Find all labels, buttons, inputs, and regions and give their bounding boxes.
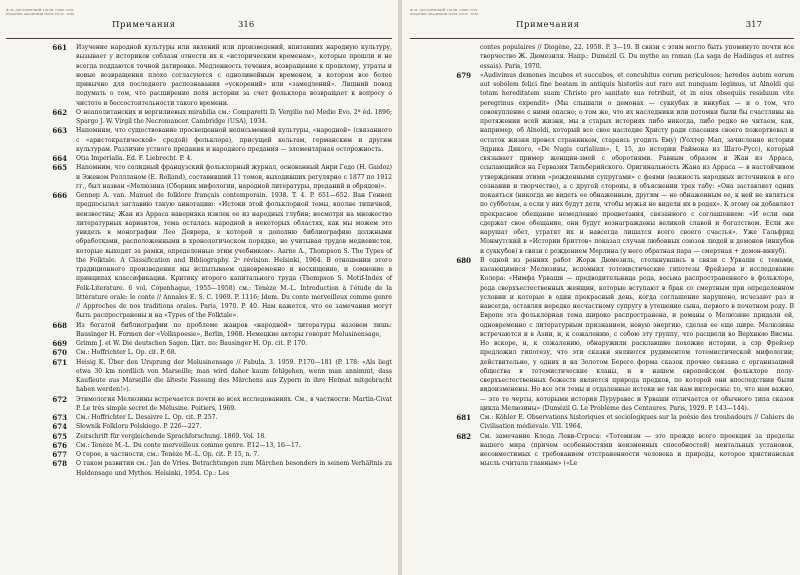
- note-text: «Audivimus demones incubos et succubos, et concubitus corum periculosos; heredes autem eorum aut sobolem felici fine beatam in antiquis historiis aut raro aut nunquam legimus, ut Alnoldi qui totam hereditatem suam Christo pro sanitate sua retribuit, et in eius obsequiis residuum vite peregrinus expendit» (Мы слышали о демонах — суккубах и инкубах — и о том, что совокупление с ними опасно; о том же, что их наследники или потомки были бы счастливы на протяжении всей жизни, мы в старых историях либо никогда, либо редко не читаем, как, например, об Alnoldi, который все свое наследие Христу ради спасения своего пожертвовал и остаток жизни провел странником, стараясь угодить Ему) (Уолтер Мап, зачисление истории Эдрика Дикого, «De Nugis curialium», I, 15, до истории Раймона из Шато-Русс), который связывает пример женщин-змей с оборотнями. Равным образом и Жан из Арраса, ссылающийся на Гервазия Тильберийского. Оригинальность Жана из Арраса — в настойчивом утверждении этими «рожденными супругами» с феями (важность народных источников в его сознании и творчестве), а с другой стороны, в объяснении трех табу: «Она заставляет одних покаяться (никогда не видеть ее обнаженным, другим — не обнаженным ее, к ней не являться по субботам, а если у них будут дети, чтобы мужья не видели их в родах». К этому он добавляет прекрасное обещание немедленно процветания, связанного с соглашением: «И если они сдержат свое обещание, они будут вознаграждены великой славой и богатством. Если же нарушат обет, утратят их и навсегда лишатся всего своего счастья». Уже Гальфрид Монмутский в «Истории бриттов» показал случаи любовных союзов людей и демонов (инкубов и суккубов) в связи с рождением Мерлина (у него обратная пара — смертная + демон-инкуб).: [480, 71, 794, 255]
- note-number: 680: [456, 255, 471, 265]
- stamp-line: Ф. М. ДОСТОЕВСКИЙ. ПОЛН. СОБР. СОЧ.: [6, 8, 75, 12]
- note-text: Напомним, что солидный французский фольклорный журнал, основанный Анри Гедо (H. Gaidoz) и Эженом Роллланом (E. Rolland), составивший 11 томов, выходивших регулярно с 1877 по 1912 гг., был назван «Мелюзина (Сборник мифологии, народной литературы, преданий и обрядов)».: [76, 164, 392, 190]
- note-number: 679: [456, 70, 471, 80]
- note-text: Gennep A. van. Manuel de folklore français contemporain. 1938. T. 4. P. 651—652. Ван Геннеп предпосылал заглавию такую аннотацию: «Истоки этой фольклорной темы, вполне типичной, неизвестны; Жан из Арраса наверняка извлек ее из народных глубин; несмотря на множество литературных вариантов, тема осталась народной в некоторых областях, как мы можем это увидеть в монографии Лео Деврера, в которой я дополню библиографию должными обработками, расположенными в хронологическом порядке, не учитывая трудов медиевистов, которые выходят за рамки, определенные этим учебником». Aarne A., Thompson S. The Types of the Folktale. A Classification and Bibliography. 2ᵉ révision. Helsinki, 1964. В отношении этого традиционного произведения мы испытываем одновременно и восхищение, и сомнение в принципах классификации. Критику второго капитального труда (Thompson S. Motif-Index of Folk-Literature. 6 vol. Copenhague, 1955—1958) см.: Tenèze M.-L. Introduction à l'étude de la littérature orale: le conte // Annales E. S. C. 1969. P. 1116; Idem. Du conte merveilleux comme genre // Approches de nos traditions orales. Paris, 1970. P. 40. Нам кажется, что ее замечания могут быть распространены и на «Types of the Folktale».: [76, 192, 392, 320]
- note-text: О герое, в частности, см.: Tenèze M.-L. Op. cit. P. 15, n. 7.: [76, 451, 260, 458]
- note-entry: [410, 256, 794, 413]
- stamp-line: Ф. М. ДОСТОЕВСКИЙ. ПОЛН. СОБР. СОЧ.: [410, 8, 479, 12]
- running-head: Примечания: [112, 20, 176, 30]
- note-number: 665: [52, 163, 67, 173]
- page-number: 316: [238, 20, 255, 30]
- note-entry: [6, 395, 392, 414]
- note-number: 678: [52, 459, 67, 469]
- note-text: contes populaires // Diogène, 22. 1958. P. 3—19. В связи с этим могло быть упомянуто почти все творчество Ж. Дюмезиля. Напр.: Dumézil G. Du mythe au roman (La saga de Hadingus et autres essais). Paris, 1970.: [480, 44, 794, 70]
- note-number: 673: [52, 413, 67, 422]
- note-text: Этимология Мелюзины встречается почти во всех исследованиях. См., в частности: Martin-Civat P. Le très simple secret de Mélusine. Poitiers, 1969.: [76, 395, 392, 412]
- note-entry: [6, 43, 392, 108]
- note-number: 666: [52, 191, 67, 200]
- library-stamp: [6, 8, 104, 16]
- note-number: 664: [52, 154, 67, 163]
- note-number: 663: [52, 126, 67, 136]
- note-text: См.: Tenèze M.-L. Du conte merveilleux comme genre. P.12—13, 16—17.: [76, 441, 301, 449]
- note-text: Grimm J. et W. Die deutschen Sagen. Цит. по: Bausinger H. Op. cit. P. 170.: [76, 340, 308, 347]
- note-entry: [6, 422, 392, 431]
- note-text: Słownik Folkloru Polskiego. P. 226—227.: [76, 423, 202, 431]
- page-number: 317: [745, 20, 762, 30]
- note-number: 669: [52, 339, 67, 348]
- left-page: [0, 0, 398, 575]
- note-number: 670: [52, 348, 67, 358]
- note-entry: [6, 108, 392, 127]
- running-head: Примечания: [516, 20, 580, 30]
- note-entry: [6, 126, 392, 154]
- note-text: См.: Hoffrichter L. Desaivre L. Op. cit. P. 257.: [76, 414, 218, 421]
- note-number: 675: [52, 431, 67, 441]
- page-header: [410, 8, 794, 39]
- note-text: Otia Imperialia. Ed. F. Liebrecht. P. 4.: [76, 155, 193, 162]
- library-stamp: [410, 8, 508, 16]
- note-entry: [6, 358, 392, 395]
- note-number: 676: [52, 440, 67, 450]
- stamp-line: ИЗДАНИЕ АКАДЕМИИ НАУК СССР · ТОМ: [410, 12, 478, 16]
- note-number: 681: [456, 413, 471, 422]
- note-entry: [6, 459, 392, 478]
- note-number: 677: [52, 450, 67, 459]
- note-entry: [410, 432, 794, 469]
- note-text: Изучение народной культуры или явлений или произведений, впитавших народную культуру, вызывает у историков соблазн отнести их к «историческим временам», которые прошли и не всегда поддаются точной датировке. Медленность течения, возвращение к прошлому, утраты и новые возвращения плохо согласуются с однолинейным временем, в котором все более привычно для последнего распознавания «ускорений» или «замедлений». Лишний повод подумать о том, что расширение поля истории за счет фольклора возвращает к вопросу о чистоте и бессостоятельности такого времени.: [76, 44, 392, 107]
- note-entry: [410, 43, 794, 71]
- note-number: 661: [52, 43, 67, 52]
- note-text: См. замечание Клода Леви-Строса: «Тотемизм — это прежде всего проекция за пределы нашего мира (причем особенностями неизменных способностей) ментальных установок, несовместимых с требованием отстраненности человека и природы, которое христианская мысль считала главным» («Le: [480, 432, 794, 468]
- note-entry: [6, 339, 392, 348]
- right-page: [402, 0, 800, 575]
- notes-list: [410, 43, 794, 469]
- note-entry: [6, 191, 392, 321]
- note-number: 662: [52, 107, 67, 117]
- note-entry: [6, 154, 392, 163]
- note-number: 674: [52, 422, 67, 432]
- note-text: Напомним, что существование просвещенной неписьменной культуры, «народной» (связанного с «аристократической» средой) фольклора), присущей кельтам, германским и другим культурам. Различие устного предания и народного предания — элементарная осторожность.: [76, 127, 392, 153]
- note-number: 682: [456, 431, 471, 441]
- note-entry: [6, 348, 392, 357]
- note-text: Zeitschrift für vergleichende Sprachforschung. 1869. Vol. 18.: [76, 432, 267, 440]
- note-entry: [6, 441, 392, 450]
- note-entry: [6, 321, 392, 340]
- note-text: О неаполитанских и вергилиевых mirabilia см.: Comparetti D. Vergilio nel Medio Evo. 2ª éd. 1896; Spargo J. W. Virgil the Necromancer. Cambridge (USA), 1934.: [76, 108, 392, 125]
- stamp-line: ИЗДАНИЕ АКАДЕМИИ НАУК СССР · ТОМ: [6, 12, 74, 16]
- note-text: В одной из ранних работ Жорж Дюмезиль, столкнувшись в связи с Урваши с темами, касающимися Мелюзины, вспомнил тотемистические гипотезы Фрейзера и исследование Колера: «Нимфа Урваши — предводительница рода, весьма распространенного в фольклоре, рода сверхъестественных женщин, которые вступают в брак со смертным при определенном условии и которые в один прекрасный день, когда соглашение нарушено, исчезают раз и навсегда, оставляя нередко несчастному супругу в утешение сына, первого в почетном роду. В Европе эта фольклорная тема широко распространена, и романы о Мелюзине придали ей, одновременно с литературным признанием, новую энергию, сделав ее еще шире. Мелюзины встречаются и в Азии, и, к сожалению, с собою эту группу, что расцвели во Верхнюю Висмы. Но вскоре, и, к сожалению, обнаружили расклавшие похожие истории, а сэр Фрейзер предложил гипотезу, что эти сказки являются рудиментом тотемистической мифологии; действительно, у одних и на Золотом Береге форма сказок прочно связана с организацией общества в тотемистические кланы, и в нашем европейском фольклоре полу-сверхъестественных божеств является природа предков, по которой они впоследствии были видоизменены. Но все эти темы и отдаленные истоки не так нам интересны: то, что нам важно, — это те черты, которыми история Пуруравас и Урваши отличается от обычного типа сказок цикла Мелюзины» (Dumézil G. Le Problème des Centaures. Paris, 1929. P. 143—144).: [480, 256, 794, 412]
- note-number: 671: [52, 357, 67, 367]
- note-entry: [410, 71, 794, 256]
- note-number: 672: [52, 394, 67, 404]
- note-text: Из богатой библиографии по проблеме жанров «народной» литературы назовем лишь: Bausinger H. Formen der «Volkspoesie», Berlin, 1968. Немецкие авторы говорят Melusinensage,: [76, 321, 392, 338]
- note-text: См.: Köhler E. Observations historiques et sociologiques sur la poésie des troubadours // Cahiers de Civilisation médiévale. VII. 1964.: [480, 414, 794, 431]
- notes-list: [6, 43, 392, 478]
- note-text: См.: Hoffrichter L. Op. cit. P. 68.: [76, 349, 177, 357]
- note-entry: [6, 163, 392, 191]
- note-number: 668: [52, 320, 67, 330]
- note-text: О таком развитии см.: Jan de Vries. Betrachtungen zum Märchen besonders in seinem Verhältnis zu Heldensage und Mythos. Helsinki, 1954. Ср.: Les: [76, 460, 392, 477]
- page-header: [6, 8, 392, 39]
- note-text: Heisig K. Über den Ursprung der Melusinensage // Fabula. 3. 1959. P.170—181 (P. 178: «Als liegt etwa 30 km nordlich von Marseille; man wird daher kaum fehlgehen, wenn man annimmt, dass Kaufleute aus Marseille die älteste Fassung des Märchens aus Zypern in ihre Heimat mitgebracht haben werden!»).: [76, 358, 392, 394]
- note-entry: [6, 413, 392, 422]
- note-entry: [410, 413, 794, 432]
- note-entry: [6, 432, 392, 441]
- note-entry: [6, 450, 392, 459]
